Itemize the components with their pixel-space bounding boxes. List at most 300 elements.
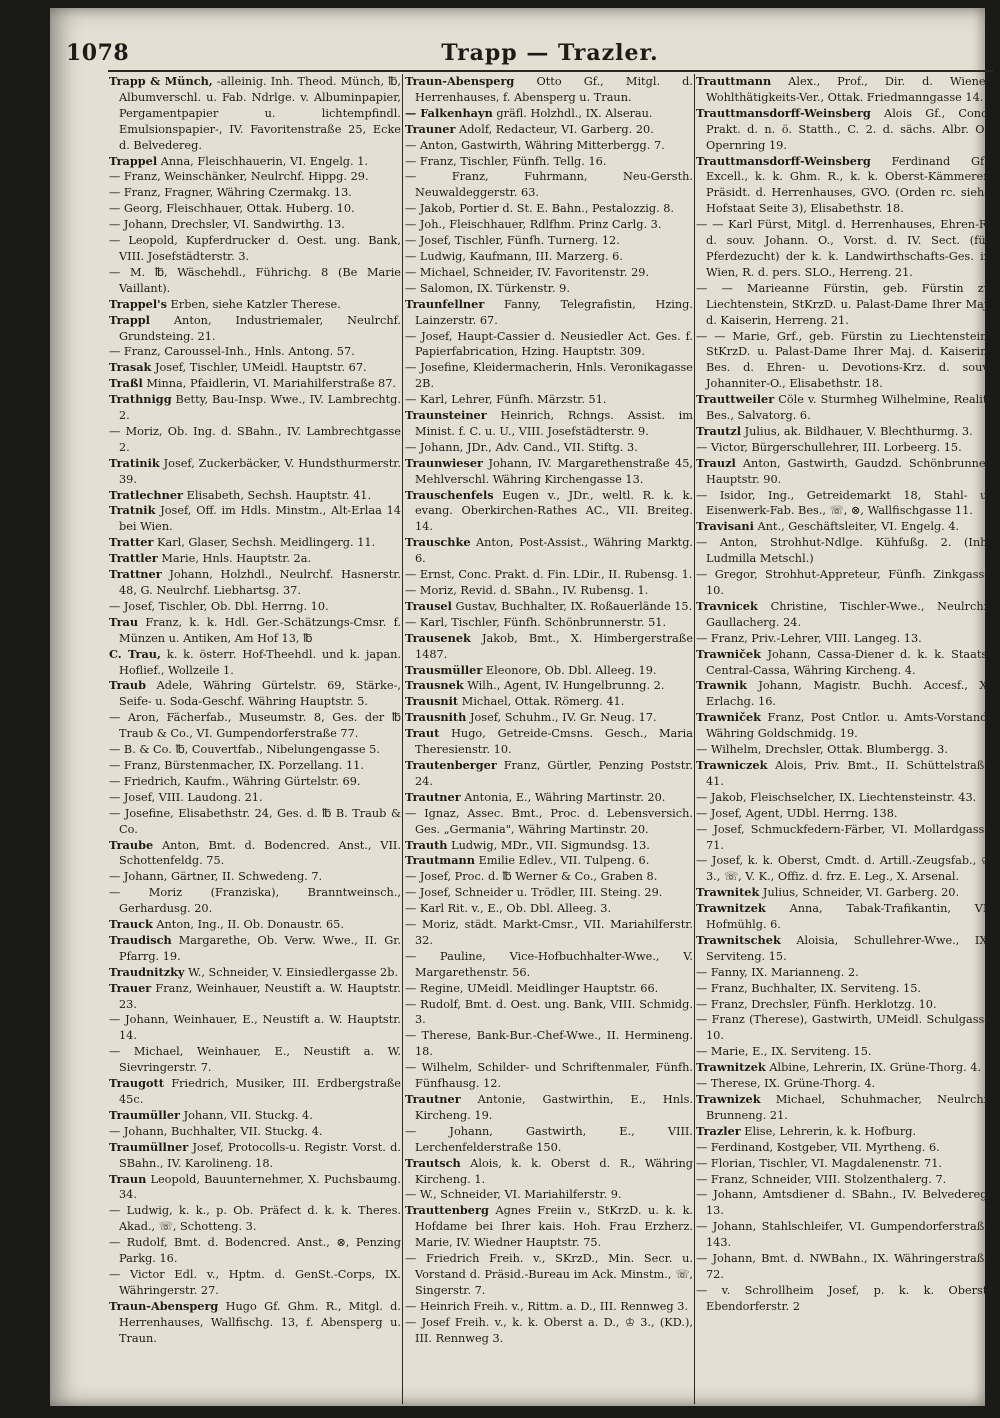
directory-entry: [405, 249, 693, 265]
entry-text: Erben, siehe Katzler Therese.: [170, 297, 341, 311]
entry-text: — Ignaz, Assec. Bmt., Proc. d. Lebensversich. Ges. „Germania", Währing Martinstr. 20.: [405, 806, 693, 836]
entry-text: — Victor, Bürgerschullehrer, III. Lorbeerg. 15.: [696, 440, 962, 454]
directory-entry: [109, 1235, 401, 1267]
entry-text: Cöle v. Sturmheg Wilhelmine, Realit. Bes., Salvatorg. 6.: [706, 393, 991, 423]
entry-text: Aloisia, Schullehrer-Wwe., IX. Serviteng. 15.: [706, 933, 991, 963]
entry-text: — Georg, Fleischhauer, Ottak. Huberg. 10.: [109, 202, 355, 216]
directory-entry: [405, 535, 693, 567]
entry-text: Josef, Protocolls-u. Registr. Vorst. d. SBahn., IV. Karolineng. 18.: [119, 1140, 401, 1170]
entry-name: Traugott: [109, 1076, 164, 1091]
running-head: Trapp — Trazler.: [441, 40, 659, 66]
entry-text: — Ernst, Conc. Prakt. d. Fin. LDir., II. Rubensg. 1.: [405, 568, 693, 582]
entry-text: — Josef, k. k. Oberst, Cmdt. d. Artill.-Zeugsfab., ♔ 3., ☏, V. K., Offiz. d. frz. E. Leg., X. Arsenal.: [696, 854, 991, 884]
entry-text: Anton, Post-Assist., Währing Marktg. 6.: [415, 536, 693, 566]
directory-entry: [109, 1267, 401, 1299]
directory-entry: [109, 615, 401, 647]
entry-text: Anna, Tabak-Trafikantin, VI. Hofmühlg. 6.: [706, 902, 991, 932]
entry-text: — Marie, E., IX. Serviteng. 15.: [696, 1045, 872, 1059]
directory-entry: [696, 106, 991, 154]
entry-text: Ludwig, MDr., VII. Sigmundsg. 13.: [451, 838, 650, 852]
entry-name: Trauttmansdorff-Weinsberg: [696, 105, 871, 120]
entry-name: Trau: [109, 614, 139, 629]
directory-entry: [109, 265, 401, 297]
entry-text: — Johann, Bmt. d. NWBahn., IX. Währingerstraße 72.: [696, 1252, 991, 1281]
directory-entry: [405, 169, 693, 201]
directory-entry: [405, 1187, 693, 1203]
directory-entry: [696, 1060, 991, 1076]
entry-name: Trautner: [405, 789, 461, 804]
column-divider: [402, 74, 403, 1404]
entry-text: Alois, Priv. Bmt., II. Schüttelstraße 41.: [706, 758, 991, 788]
directory-entry: [696, 631, 991, 647]
directory-entry: [696, 217, 991, 281]
entry-text: — Franz, Fuhrmann, Neu-Gersth. Neuwaldeggerstr. 63.: [405, 170, 693, 200]
entry-text: Johann, Holzhdl., Neulrchf. Hasnerstr. 48, G. Neulrchf. Liebhartsg. 37.: [119, 568, 401, 597]
directory-entry: [405, 217, 693, 233]
entry-name: Trausnit: [405, 694, 459, 709]
directory-entry: [109, 1172, 401, 1204]
entry-text: — Johann, Gastwirth, E., VIII. Lerchenfelderstraße 150.: [405, 1124, 693, 1154]
entry-name: Trathnigg: [109, 392, 172, 407]
entry-text: — — Marieanne Fürstin, geb. Fürstin zu Liechtenstein, StKrzD. u. Palast-Dame Ihrer Maj. d. Kaiserin, Herreng. 21.: [696, 281, 991, 327]
entry-text: Margarethe, Ob. Verw. Wwe., II. Gr. Pfarrg. 19.: [119, 933, 401, 963]
directory-entry: [696, 1092, 991, 1124]
entry-name: Trattler: [109, 551, 158, 566]
directory-entry: [109, 376, 401, 392]
entry-name: Trauttmansdorff-Weinsberg: [696, 153, 871, 168]
entry-name: Trawnik: [696, 678, 747, 693]
entry-text: Eugen v., JDr., weltl. R. k. k. evang. Oberkirchen-Rathes AC., VII. Breiteg. 14.: [415, 488, 693, 534]
entry-text: — Franz, Caroussel-Inh., Hnls. Antong. 57.: [109, 345, 355, 359]
directory-entry: [109, 551, 401, 567]
entry-text: — Florian, Tischler, VI. Magdalenenstr. 71.: [696, 1156, 943, 1170]
directory-entry: [696, 456, 991, 488]
entry-text: — Moriz (Franziska), Branntweinsch., Gerhardusg. 20.: [109, 886, 401, 916]
entry-text: — Salomon, IX. Türkenstr. 9.: [405, 281, 570, 295]
directory-entry: [405, 599, 693, 615]
directory-entry: [405, 694, 693, 710]
directory-entry: [109, 869, 401, 885]
entry-text: Anton, Ing., II. Ob. Donaustr. 65.: [156, 918, 344, 932]
entry-text: — Therese, Bank-Bur.-Chef-Wwe., II. Hermineng. 18.: [405, 1029, 693, 1059]
directory-entry: [405, 710, 693, 726]
directory-entry: [696, 1044, 991, 1060]
directory-entry: [109, 1203, 401, 1235]
directory-entry: [405, 981, 693, 997]
entry-name: Trawniček: [696, 710, 761, 725]
entry-text: — Anton, Gastwirth, Währing Mitterbergg. 7.: [405, 138, 665, 152]
entry-name: Traumüller: [109, 1107, 180, 1122]
entry-text: Emilie Edlev., VII. Tulpeng. 6.: [478, 854, 650, 868]
directory-entry: [405, 1060, 693, 1092]
entry-text: Josef, Off. im Hdls. Minstm., Alt-Erlaa 14 bei Wien.: [119, 504, 401, 534]
entry-name: C. Trau,: [109, 646, 161, 661]
entry-text: — Aron, Fächerfab., Museumstr. 8, Ges. der ℔ Traub & Co., VI. Gumpendorferstraße 77.: [109, 711, 401, 741]
entry-text: — — Marie, Grf., geb. Fürstin zu Liechtenstein, StKrzD. u. Palast-Dame Ihrer Maj. d. Kaiserin, Bes. d. Ehren- u. Devotions-Krz. d. souv. Johanniter-O., Elisabethstr. 18.: [696, 329, 991, 391]
entry-text: — W., Schneider, VI. Mariahilferstr. 9.: [405, 1188, 622, 1202]
entry-name: Trauschke: [405, 535, 471, 550]
entry-text: W., Schneider, V. Einsiedlergasse 2b.: [188, 965, 399, 979]
entry-text: — Victor Edl. v., Hptm. d. GenSt.-Corps, IX. Währingerstr. 27.: [109, 1267, 401, 1297]
directory-entry: [696, 822, 991, 854]
directory-entry: [696, 424, 991, 440]
entry-text: — Anton, Strohhut-Ndlge. Kühfußg. 2. (Inh. Ludmilla Metschl.): [696, 536, 991, 566]
entry-text: — Franz, Tischler, Fünfh. Tellg. 16.: [405, 154, 607, 168]
entry-name: Traunfellner: [405, 296, 485, 311]
directory-entry: [696, 758, 991, 790]
entry-name: Trapp & Münch,: [109, 74, 213, 88]
directory-entry: [696, 329, 991, 393]
directory-entry: [405, 233, 693, 249]
directory-entry: [696, 1012, 991, 1044]
entry-text: — Josef, VIII. Laudong. 21.: [109, 790, 263, 804]
entry-text: Elise, Lehrerin, k. k. Hofburg.: [744, 1124, 917, 1138]
entry-name: Traudnitzky: [109, 964, 185, 979]
directory-entry: [405, 1203, 693, 1251]
directory-entry: [696, 1219, 991, 1251]
directory-entry: [405, 408, 693, 440]
entry-text: — Ludwig, k. k., p. Ob. Präfect d. k. k. Theres. Akad., ☏, Schotteng. 3.: [109, 1204, 401, 1234]
entry-text: — Franz, Priv.-Lehrer, VIII. Langeg. 13.: [696, 631, 922, 645]
directory-entry: [696, 885, 991, 901]
entry-text: — Franz, Bürstenmacher, IX. Porzellang. 11.: [109, 758, 364, 772]
entry-text: Anton, Bmt. d. Bodencred. Anst., VII. Schottenfeldg. 75.: [119, 838, 401, 868]
directory-entry: [109, 1140, 401, 1172]
directory-entry: [109, 503, 401, 535]
directory-entry: [696, 567, 991, 599]
entry-name: Trauzl: [696, 455, 736, 470]
entry-text: Johann, Cassa-Diener d. k. k. Staats-Central-Cassa, Währing Kircheng. 4.: [706, 647, 991, 677]
directory-entry: [696, 806, 991, 822]
directory-entry: [696, 1140, 991, 1156]
directory-entry: [109, 344, 401, 360]
directory-entry: [405, 1156, 693, 1188]
directory-entry: [109, 1044, 401, 1076]
entry-text: Otto Gf., Mitgl. d. Herrenhauses, f. Abensperg u. Traun.: [415, 75, 693, 104]
entry-text: — Josef, Proc. d. ℔ Werner & Co., Graben 8.: [405, 870, 658, 884]
entry-text: Franz, Post Cntlor. u. Amts-Vorstand, Währing Goldschmidg. 19.: [706, 711, 991, 741]
entry-text: — Moriz, Ob. Ing. d. SBahn., IV. Lambrechtgasse 2.: [109, 424, 401, 454]
entry-text: Alois Gf., Conc. Prakt. d. n. ö. Statth., C. 2. d. sächs. Albr. O., Opernring 19.: [706, 106, 991, 152]
directory-entry: [405, 663, 693, 679]
directory-entry: [405, 297, 693, 329]
directory-entry: [696, 1076, 991, 1092]
directory-entry: [405, 917, 693, 949]
directory-entry: [109, 885, 401, 917]
entry-name: Trauck: [109, 917, 153, 932]
entry-name: Trausnith: [405, 710, 467, 725]
directory-entry: [405, 631, 693, 663]
directory-entry: [109, 488, 401, 504]
directory-entry: [109, 392, 401, 424]
entry-text: — Johann, Stahlschleifer, VI. Gumpendorferstraße 143.: [696, 1220, 991, 1250]
entry-name: Traumüllner: [109, 1139, 189, 1154]
entry-name: Traunwieser: [405, 455, 483, 470]
entry-text: Johann, Magistr. Buchh. Accesf., X. Erlachg. 16.: [706, 679, 991, 709]
entry-text: Adele, Währing Gürtelstr. 69, Stärke-, Seife- u. Soda-Geschf. Währing Hauptstr. 5.: [119, 679, 401, 709]
entry-name: Traun: [109, 1171, 147, 1186]
directory-entry: [109, 647, 401, 679]
directory-entry: [405, 838, 693, 854]
entry-text: Alex., Prof., Dir. d. Wiener Wohlthätigkeits-Ver., Ottak. Friedmanngasse 14.: [706, 75, 991, 104]
entry-text: — Wilhelm, Schilder- und Schriftenmaler, Fünfh. Fünfhausg. 12.: [405, 1061, 693, 1091]
directory-entry: [696, 392, 991, 424]
entry-name: Tratlechner: [109, 487, 183, 502]
entry-text: — Josefine, Elisabethstr. 24, Ges. d. ℔ B. Traub & Co.: [109, 806, 401, 836]
entry-name: Traut: [405, 726, 440, 741]
entry-text: — Josef, Haupt-Cassier d. Neusiedler Act. Ges. f. Papierfabrication, Hzing. Hauptstr. 309.: [405, 329, 693, 359]
directory-entry: [109, 1076, 401, 1108]
entry-text: gräfl. Holzhdl., IX. Alserau.: [496, 106, 653, 120]
directory-entry: [405, 360, 693, 392]
directory-entry: [696, 710, 991, 742]
entry-text: — Isidor, Ing., Getreidemarkt 18, Stahl- u. Eisenwerk-Fab. Bes., ☏, ⊗, Wallfischgasse 11.: [696, 488, 991, 518]
directory-entry: [405, 806, 693, 838]
entry-text: Josef, Schuhm., IV. Gr. Neug. 17.: [469, 711, 657, 725]
entry-text: — Ludwig, Kaufmann, III. Marzerg. 6.: [405, 249, 623, 263]
directory-entry: [405, 615, 693, 631]
directory-entry: [696, 535, 991, 567]
directory-entry: [109, 217, 401, 233]
directory-entry: [109, 567, 401, 599]
directory-entry: [405, 138, 693, 154]
directory-entry: [405, 1251, 693, 1299]
entry-name: Trawnitzek: [696, 901, 766, 916]
entry-text: — Moriz, städt. Markt-Cmsr., VII. Mariahilferstr. 32.: [405, 918, 693, 947]
directory-entry: [696, 154, 991, 218]
entry-text: Josef, Zuckerbäcker, V. Hundsthurmerstr. 39.: [119, 456, 401, 486]
directory-entry: [696, 1172, 991, 1188]
entry-text: — Leopold, Kupferdrucker d. Oest. ung. Bank, VIII. Josefstädterstr. 3.: [109, 234, 401, 263]
entry-text: Ant., Geschäftsleiter, VI. Engelg. 4.: [757, 520, 960, 534]
entry-text: Eleonore, Ob. Dbl. Alleeg. 19.: [485, 663, 657, 677]
entry-name: Trautsch: [405, 1155, 461, 1170]
entry-text: Hugo, Getreide-Cmsns. Gesch., Maria Theresienstr. 10.: [415, 727, 693, 757]
entry-text: — Fanny, IX. Marianneng. 2.: [696, 965, 859, 979]
directory-entry: [405, 567, 693, 583]
entry-name: Trappel: [109, 153, 158, 168]
entry-text: — Therese, IX. Grüne-Thorg. 4.: [696, 1077, 876, 1091]
entry-text: Julius, Schneider, VI. Garberg. 20.: [762, 886, 960, 900]
directory-entry: [109, 917, 401, 933]
entry-name: Trausel: [405, 598, 452, 613]
directory-entry: [405, 154, 693, 170]
entry-name: Tratinik: [109, 455, 160, 470]
entry-text: Johann, IV. Margarethenstraße 45, Mehlverschl. Währing Kirchengasse 13.: [415, 456, 693, 486]
entry-text: — Gregor, Strohhut-Appreteur, Fünfh. Zinkgasse 10.: [696, 568, 991, 597]
directory-entry: [109, 1124, 401, 1140]
entry-name: Trauer: [109, 980, 152, 995]
directory-entry: [109, 742, 401, 758]
directory-entry: [109, 185, 401, 201]
directory-entry: [696, 853, 991, 885]
directory-entry: [109, 1108, 401, 1124]
directory-entry: [405, 901, 693, 917]
directory-entry: [109, 1299, 401, 1347]
entry-text: — v. Schrollheim Josef, p. k. k. Oberst, Ebendorferstr. 2: [696, 1283, 991, 1313]
directory-entry: [405, 678, 693, 694]
directory-entry: [696, 519, 991, 535]
directory-entry: [109, 838, 401, 870]
directory-entry: [405, 488, 693, 536]
entry-name: Trattner: [109, 567, 162, 582]
entry-text: Minna, Pfaidlerin, VI. Mariahilferstraße 87.: [146, 377, 396, 391]
directory-entry: [696, 440, 991, 456]
directory-entry: [109, 790, 401, 806]
entry-name: Trawniczek: [696, 757, 768, 772]
entry-text: Franz, Gürtler, Penzing Poststr. 24.: [415, 758, 693, 788]
entry-text: Anna, Fleischhauerin, VI. Engelg. 1.: [160, 154, 369, 168]
directory-entry: [696, 74, 991, 106]
entry-text: Adolf, Redacteur, VI. Garberg. 20.: [459, 122, 654, 136]
directory-entry: [696, 981, 991, 997]
directory-entry: [405, 329, 693, 361]
directory-entry: [405, 726, 693, 758]
directory-entry: [405, 1299, 693, 1315]
directory-entry: [405, 997, 693, 1029]
entry-name: Traub: [109, 678, 146, 693]
entry-name: Trauttenberg: [405, 1203, 489, 1218]
entry-name: Trawnitzek: [696, 1060, 766, 1075]
entry-text: — Jakob, Fleischselcher, IX. Liechtensteinstr. 43.: [696, 790, 977, 804]
directory-entry: [405, 456, 693, 488]
entry-name: Trautenberger: [405, 757, 497, 772]
directory-entry: [696, 1251, 991, 1283]
entry-text: Johann, VII. Stuckg. 4.: [183, 1108, 313, 1122]
directory-entry: [109, 933, 401, 965]
directory-entry: [109, 297, 401, 313]
directory-entry: [405, 392, 693, 408]
entry-text: Karl, Glaser, Sechsh. Meidlingerg. 11.: [157, 536, 376, 550]
entry-name: Trauschenfels: [405, 487, 494, 502]
directory-entry: [109, 360, 401, 376]
entry-name: Trawnizek: [696, 1092, 761, 1106]
directory-entry: [405, 790, 693, 806]
directory-entry: [405, 1124, 693, 1156]
entry-name: Trazler: [696, 1123, 741, 1138]
directory-entry: [109, 233, 401, 265]
directory-entry: [109, 758, 401, 774]
directory-entry: [405, 869, 693, 885]
directory-entry: [109, 535, 401, 551]
entry-text: Hugo Gf. Ghm. R., Mitgl. d. Herrenhauses, Wallfischg. 13, f. Abensperg u. Traun.: [119, 1299, 401, 1345]
entry-text: — Karl, Lehrer, Fünfh. Märzstr. 51.: [405, 393, 607, 407]
entry-text: — Josef, Schmuckfedern-Färber, VI. Mollardgasse 71.: [696, 822, 991, 852]
entry-text: -alleinig. Inh. Theod. Münch, ℔, Albumverschl. u. Fab. Ndrlge. v. Albuminpapier, Pergamentpapier u. lichtempfindl. Emulsionspapier-, IV. Favoritenstraße 25, Ecke d. Belvedereg.: [119, 75, 401, 152]
entry-name: Trautner: [405, 1092, 461, 1106]
directory-entry: [696, 281, 991, 329]
entry-text: Antonia, E., Währing Martinstr. 20.: [464, 790, 666, 804]
directory-entry: [696, 742, 991, 758]
entry-name: Trawniček: [696, 646, 761, 661]
header-rule: [108, 70, 993, 72]
page-number: 1078: [66, 40, 130, 66]
directory-entry: [109, 74, 401, 154]
entry-text: — Franz, Weinschänker, Neulrchf. Hippg. 29.: [109, 170, 369, 184]
directory-entry: [405, 885, 693, 901]
entry-text: Wilh., Agent, IV. Hungelbrunng. 2.: [467, 679, 665, 693]
entry-name: Trappl: [109, 312, 150, 327]
directory-entry: [109, 154, 401, 170]
entry-text: — Michael, Weinhauer, E., Neustift a. W. Sievringerstr. 7.: [109, 1045, 401, 1075]
entry-name: Trauner: [405, 121, 456, 136]
column-divider: [694, 74, 695, 1404]
entry-text: Michael, Ottak. Römerg. 41.: [461, 695, 625, 709]
directory-entry: [696, 1283, 991, 1315]
entry-name: Traun-Abensperg: [109, 1298, 219, 1313]
directory-entry: [696, 901, 991, 933]
entry-name: Trausenek: [405, 630, 471, 645]
entry-text: — Heinrich Freih. v., Rittm. a. D., III. Rennweg 3.: [405, 1299, 689, 1313]
entry-text: Julius, ak. Bildhauer, V. Blechthurmg. 3.: [744, 424, 973, 438]
entry-text: Elisabeth, Sechsh. Hauptstr. 41.: [186, 488, 372, 502]
entry-text: — Josef, Tischler, Fünfh. Turnerg. 12.: [405, 234, 620, 248]
directory-entry: [696, 1124, 991, 1140]
entry-name: Traube: [109, 837, 154, 852]
directory-entry: [405, 1028, 693, 1060]
entry-text: Fanny, Telegrafistin, Hzing. Lainzerstr. 67.: [415, 297, 693, 327]
entry-text: — Rudolf, Bmt. d. Oest. ung. Bank, VIII. Schmidg. 3.: [405, 997, 693, 1027]
entry-text: Anton, Industriemaler, Neulrchf. Grundsteing. 21.: [119, 313, 401, 343]
entry-text: — Ferdinand, Kostgeber, VII. Myrtheng. 6.: [696, 1140, 940, 1154]
entry-text: Friedrich, Musiker, III. Erdbergstraße 45c.: [119, 1077, 401, 1106]
directory-entry: [405, 106, 693, 122]
entry-text: — — Karl Fürst, Mitgl. d. Herrenhauses, Ehren-R. d. souv. Johann. O., Vorst. d. IV. Sect. (für Pferdezucht) der k. k. Landwirthschafts-Ges. in Wien, R. d. pers. SLO., Herreng. 21.: [696, 218, 991, 279]
directory-entry: [109, 981, 401, 1013]
entry-text: — Moriz, Revid. d. SBahn., IV. Rubensg. 1.: [405, 584, 649, 597]
entry-text: — Johann, Weinhauer, E., Neustift a. W. Hauptstr. 14.: [109, 1013, 401, 1043]
entry-text: — Jakob, Portier d. St. E. Bahn., Pestalozzig. 8.: [405, 202, 675, 216]
entry-name: Trauttweiler: [696, 392, 775, 407]
directory-entry: [696, 678, 991, 710]
directory-entry: [109, 169, 401, 185]
directory-entry: [405, 949, 693, 981]
directory-entry: [696, 790, 991, 806]
directory-entry: [696, 647, 991, 679]
entry-name: — Falkenhayn: [405, 105, 493, 120]
entry-text: — Johann, Buchhalter, VII. Stuckg. 4.: [109, 1124, 323, 1138]
entry-text: — B. & Co. ℔, Couvertfab., Nibelungengasse 5.: [109, 743, 380, 757]
directory-entry: [696, 997, 991, 1013]
entry-text: Anton, Gastwirth, Gaudzd. Schönbrunner Hauptstr. 90.: [706, 456, 991, 486]
entry-text: — M. ℔, Wäschehdl., Führichg. 8 (Be Marie Vaillant).: [109, 265, 401, 295]
directory-entry: [696, 1156, 991, 1172]
entry-text: — Franz, Schneider, VIII. Stolzenthalerg. 7.: [696, 1172, 947, 1186]
entry-text: — Franz, Drechsler, Fünfh. Herklotzg. 10.: [696, 997, 937, 1011]
directory-entry: [405, 265, 693, 281]
entry-text: Alois, k. k. Oberst d. R., Währing Kircheng. 1.: [415, 1156, 693, 1186]
directory-entry: [109, 424, 401, 456]
directory-entry: [109, 678, 401, 710]
entry-text: Heinrich, Rchngs. Assist. im Minist. f. C. u. U., VIII. Josefstädterstr. 9.: [415, 409, 693, 438]
entry-text: — Johann, JDr., Adv. Cand., VII. Stiftg. 3.: [405, 440, 638, 454]
entry-text: Antonie, Gastwirthin, E., Hnls. Kircheng. 19.: [415, 1093, 693, 1122]
entry-text: Michael, Schuhmacher, Neulrchf. Brunneng. 21.: [706, 1093, 991, 1122]
entry-text: — Johann, Gärtner, II. Schwedeng. 7.: [109, 870, 323, 884]
directory-entry: [109, 710, 401, 742]
directory-entry: [405, 1092, 693, 1124]
entry-text: Franz, Weinhauer, Neustift a. W. Hauptstr. 23.: [119, 981, 401, 1011]
entry-name: Trasak: [109, 360, 152, 375]
entry-text: k. k. österr. Hof-Theehdl. und k. japan. Hoflief., Wollzeile 1.: [119, 647, 401, 677]
entry-text: Ferdinand Gf., Excell., k. k. Ghm. R., k. k. Oberst-Kämmerer, Präsidt. d. Herrenhauses, GVO. (Orden rc. siehe Hofstaat Seite 3), Elisabethstr. 18.: [706, 154, 991, 216]
entry-text: — Karl, Tischler, Fünfh. Schönbrunnerstr. 51.: [405, 615, 667, 629]
entry-text: — Josef, Tischler, Ob. Dbl. Herrng. 10.: [109, 599, 329, 613]
entry-text: — Wilhelm, Drechsler, Ottak. Blumbergg. 3.: [696, 743, 948, 757]
entry-name: Traunsteiner: [405, 408, 487, 423]
entry-name: Trawnitek: [696, 885, 760, 900]
entry-name: Travnicek: [696, 598, 758, 613]
